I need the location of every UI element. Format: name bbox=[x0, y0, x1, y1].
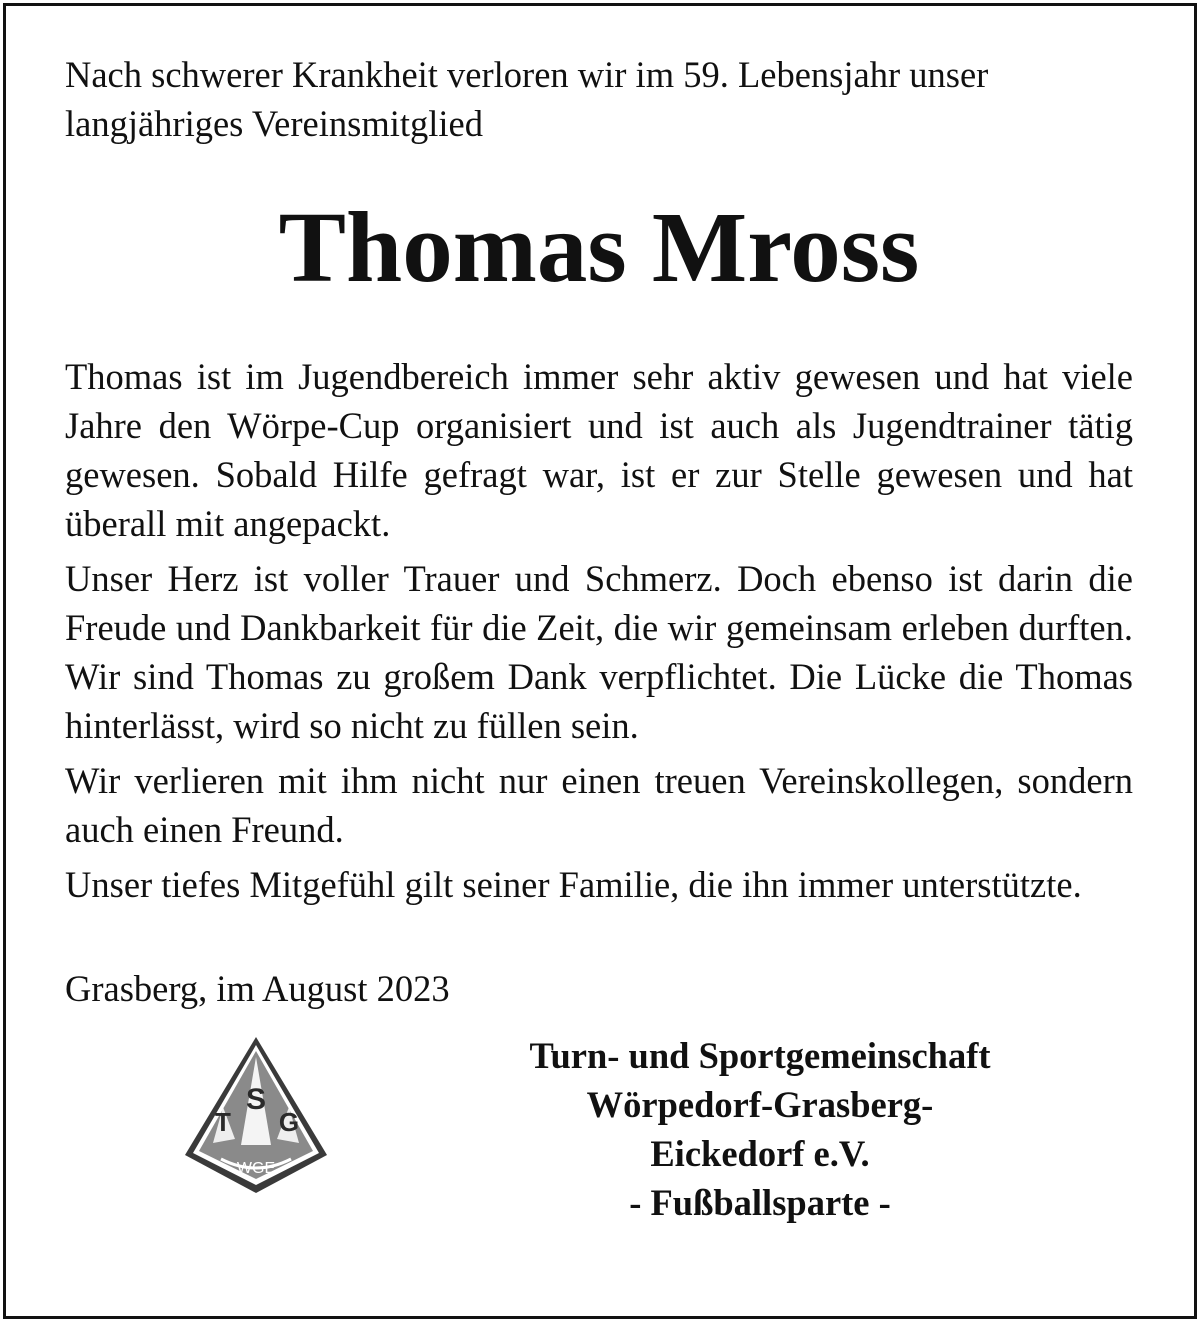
club-signature bbox=[455, 1031, 1065, 1227]
deceased-name: Thomas Mross bbox=[278, 191, 920, 303]
logo-label: WGE bbox=[236, 1160, 276, 1177]
paragraph-2: Unser Herz ist voller Trauer und Schmerz. Doch ebenso ist darin die Freude und Dankbarkeit für die Zeit, die wir gemeinsam erleben durften. Wir sind Thomas zu großem Dank verpflichtet. Die Lücke die Thomas hinterlässt, wird so nicht zu füllen sein. bbox=[65, 558, 1133, 746]
club-name-line-1: Turn- und Sportgemeinschaft bbox=[529, 1035, 991, 1076]
club-department: - Fußballsparte - bbox=[629, 1182, 891, 1223]
paragraph-1: Thomas ist im Jugendbereich immer sehr aktiv gewesen und hat viele Jahre den Wörpe-Cup organisiert und ist auch als Jugendtrainer tätig gewesen. Sobald Hilfe gefragt war, ist er zur Stelle gewesen und hat überall mit angepackt. bbox=[65, 356, 1133, 544]
club-name-line-3: Eickedorf e.V. bbox=[650, 1133, 870, 1174]
logo-letter-t: T bbox=[215, 1107, 231, 1137]
logo-letter-g: G bbox=[278, 1107, 300, 1137]
intro-text: Nach schwerer Krankheit verloren wir im 59. Lebensjahr unser langjähriges Vereinsmitglied bbox=[65, 54, 989, 144]
signature-area bbox=[65, 1019, 1133, 1223]
paragraph-3: Wir verlieren mit ihm nicht nur einen treuen Vereinskollegen, sondern auch einen Freund. bbox=[65, 760, 1133, 850]
club-logo-icon bbox=[183, 1035, 329, 1195]
paragraph-4: Unser tiefes Mitgefühl gilt seiner Familie, die ihn immer unterstützte. bbox=[65, 864, 1082, 905]
logo-letter-s: S bbox=[245, 1083, 267, 1116]
club-name-line-2: Wörpedorf-Grasberg- bbox=[586, 1084, 934, 1125]
place-date: Grasberg, im August 2023 bbox=[65, 968, 450, 1009]
obituary-notice bbox=[65, 50, 1133, 1223]
